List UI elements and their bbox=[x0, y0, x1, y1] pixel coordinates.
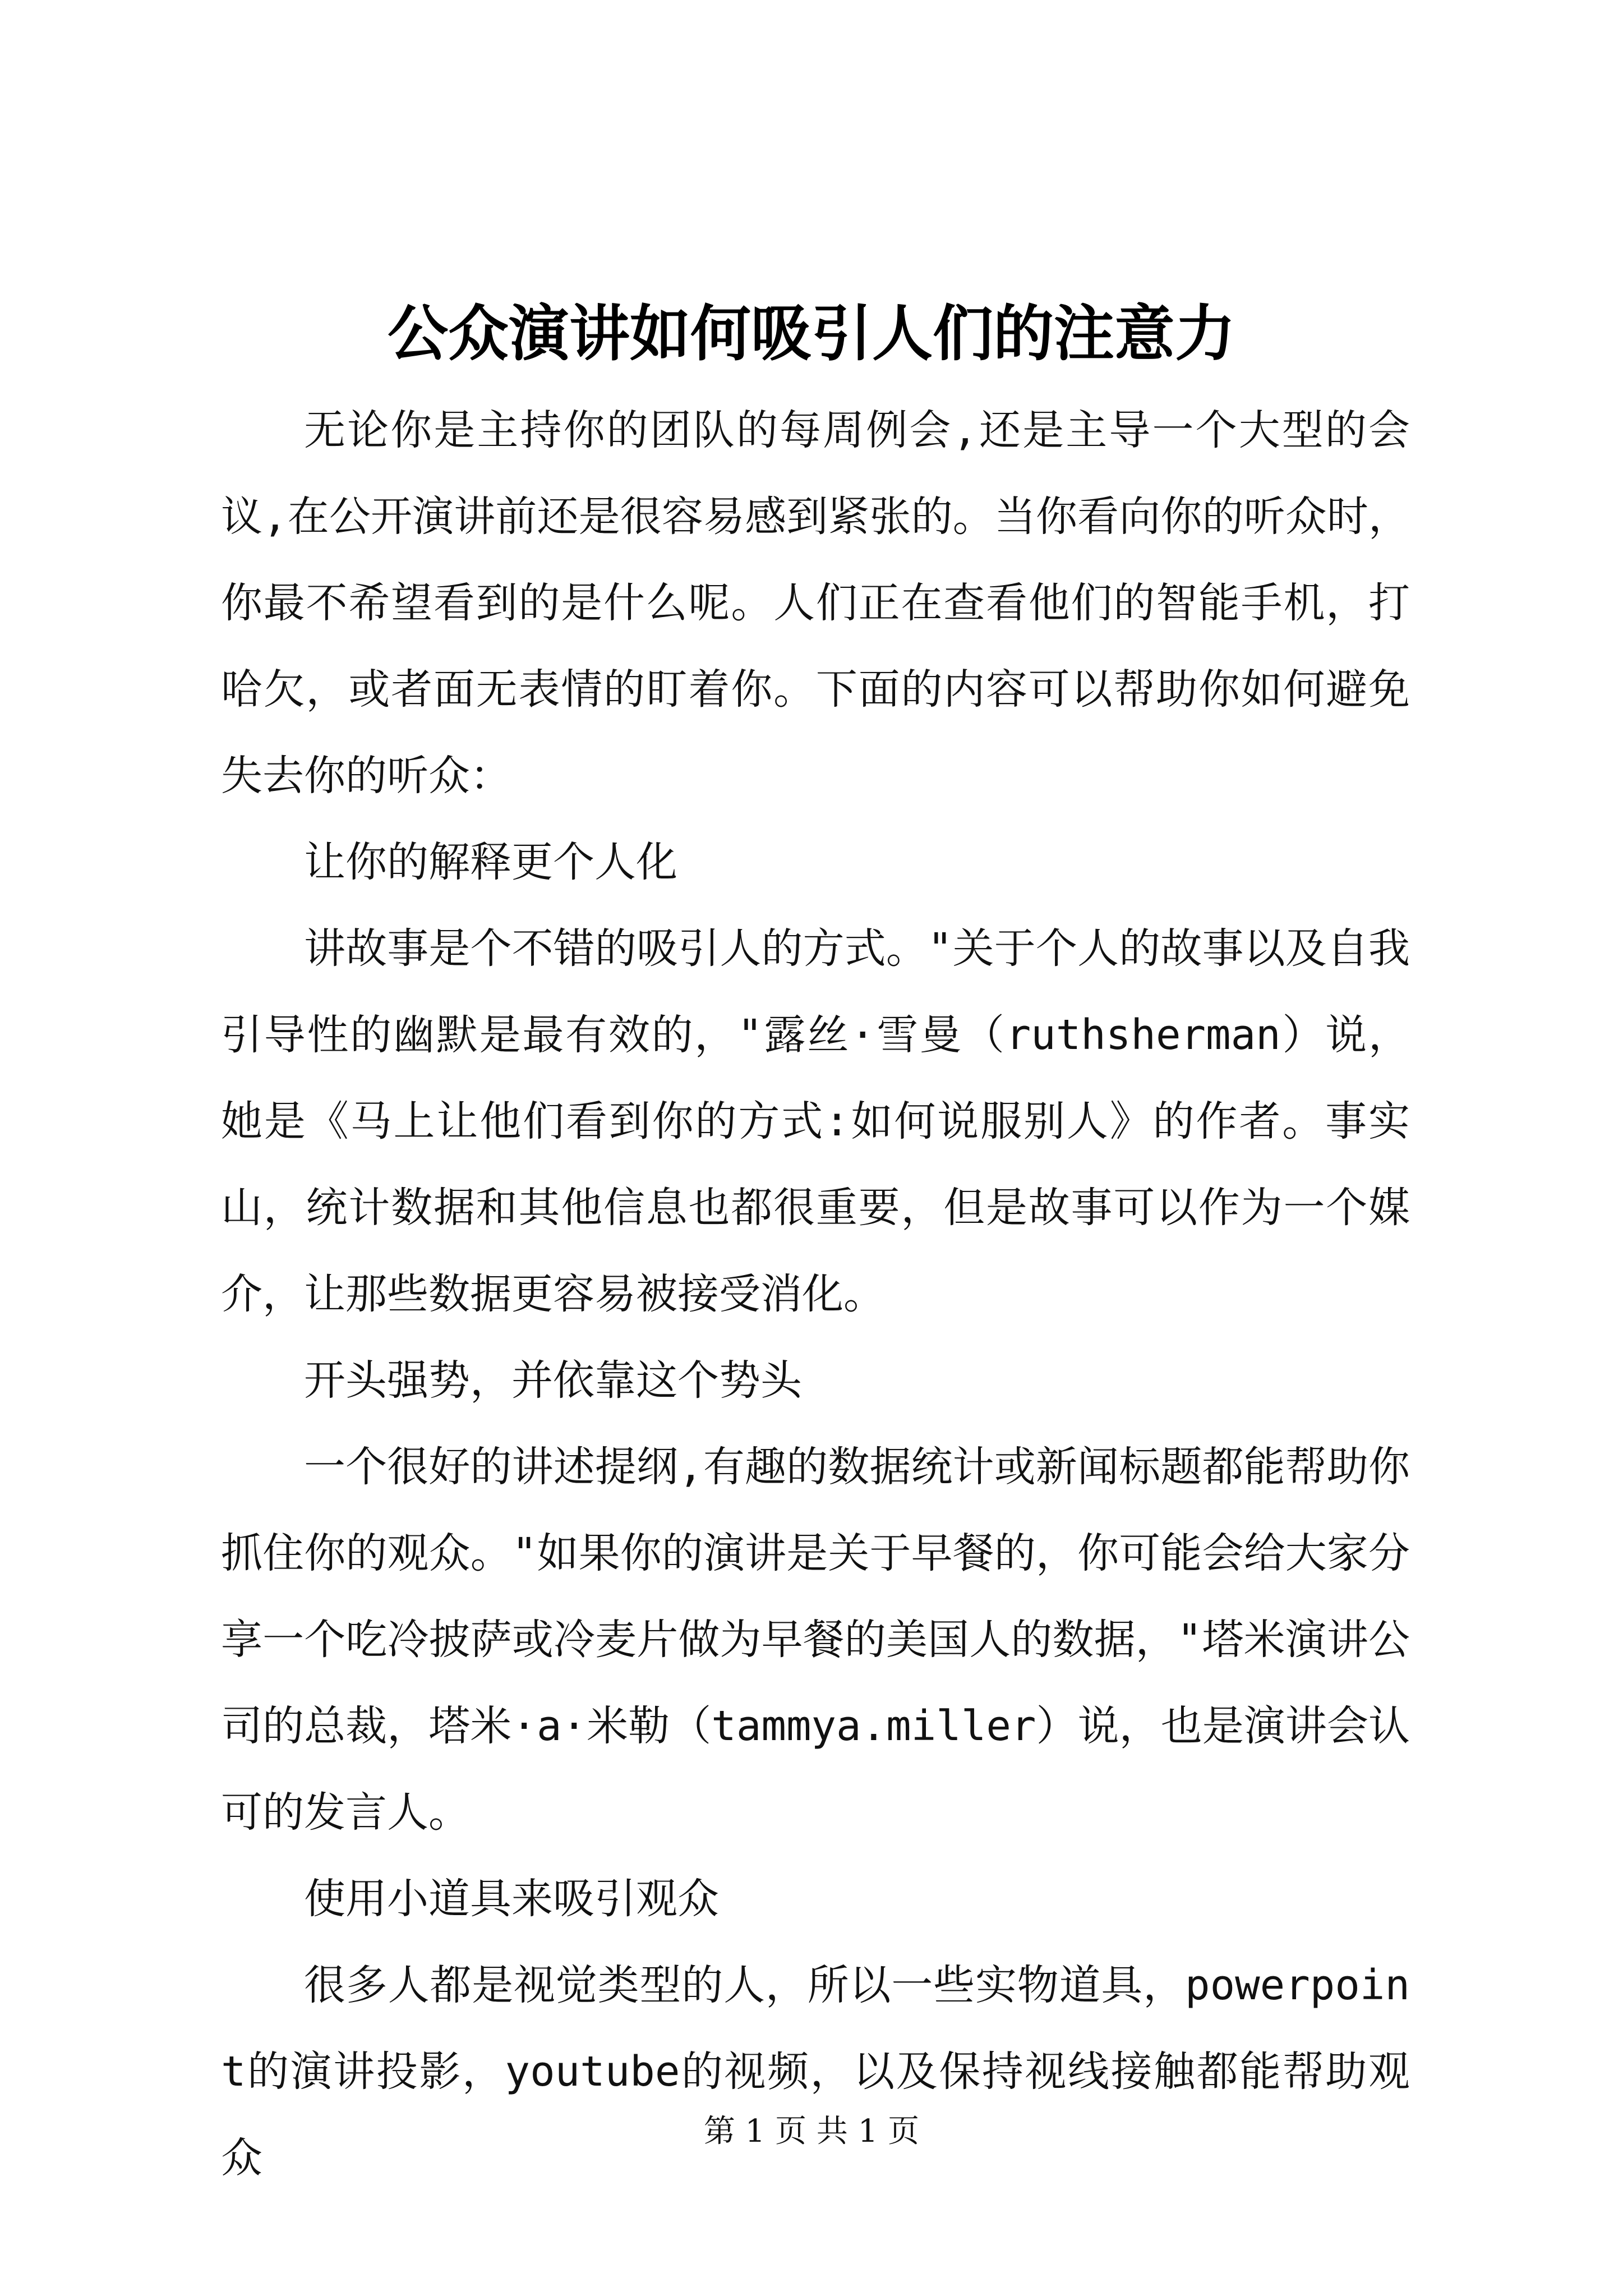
document-title: 公众演讲如何吸引人们的注意力 bbox=[387, 298, 1235, 369]
paragraph-props: 很多人都是视觉类型的人，所以一些实物道具，powerpoint的演讲投影，youtube的视频，以及保持视线接触都能帮助观众 bbox=[221, 1961, 1410, 2182]
heading-props: 使用小道具来吸引观众 bbox=[304, 1875, 719, 1923]
paragraph-intro: 无论你是主持你的团队的每周例会,还是主导一个大型的会议,在公开演讲前还是很容易感到紧张的。当你看向你的听众时，你最不希望看到的是什么呢。人们正在查看他们的智能手机，打哈欠，或者面无表情的盯着你。下面的内容可以帮助你如何避免失去你的听众： bbox=[221, 406, 1410, 800]
paragraph-storytelling: 讲故事是个不错的吸引人的方式。"关于个人的故事以及自我引导性的幽默是最有效的，"露丝·雪曼（ruthsherman）说，她是《马上让他们看到你的方式:如何说服别人》的作者。事实山，统计数据和其他信息也都很重要，但是故事可以作为一个媒介，让那些数据更容易被接受消化。 bbox=[221, 924, 1410, 1318]
page-footer: 第 1 页 共 1 页 bbox=[703, 2113, 920, 2150]
document-body bbox=[221, 387, 1410, 2201]
heading-strong-start: 开头强势，并依靠这个势头 bbox=[304, 1356, 802, 1405]
paragraph-strong-start: 一个很好的讲述提纲,有趣的数据统计或新闻标题都能帮助你抓住你的观众。"如果你的演讲是关于早餐的，你可能会给大家分享一个吃冷披萨或冷麦片做为早餐的美国人的数据，"塔米演讲公司的总裁，塔米·a·米勒（tammya.miller）说，也是演讲会认可的发言人。 bbox=[221, 1443, 1410, 1837]
heading-personalize: 让你的解释更个人化 bbox=[304, 838, 677, 886]
